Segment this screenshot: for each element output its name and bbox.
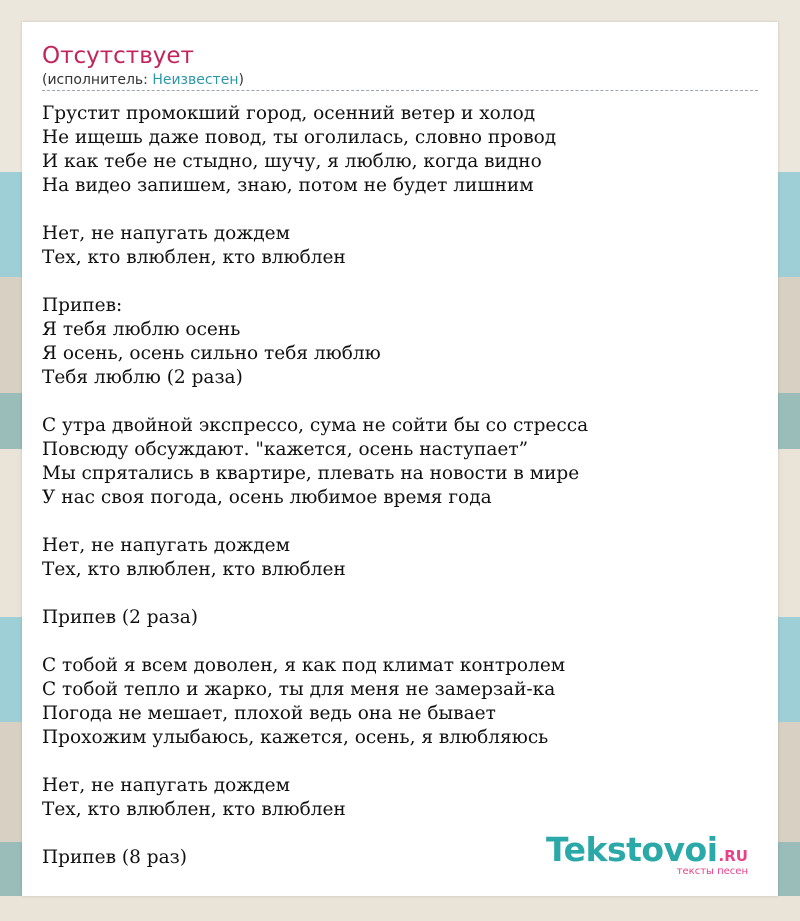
artist-prefix: (исполнитель: bbox=[42, 72, 153, 88]
lyric-line: Я осень, осень сильно тебя люблю bbox=[42, 343, 381, 364]
lyric-line: Тех, кто влюблен, кто влюблен bbox=[42, 559, 346, 580]
stanza-gap bbox=[42, 390, 758, 414]
lyric-line: Тебя люблю (2 раза) bbox=[42, 367, 243, 388]
site-logo[interactable] bbox=[546, 830, 748, 877]
lyric-line: Припев (8 раз) bbox=[42, 847, 187, 868]
lyric-line: Тех, кто влюблен, кто влюблен bbox=[42, 247, 346, 268]
lyric-line: Тех, кто влюблен, кто влюблен bbox=[42, 799, 346, 820]
lyric-line: Повсюду обсуждают. "кажется, осень наступает” bbox=[42, 439, 529, 460]
logo-tld: .RU bbox=[718, 847, 748, 865]
stanza-gap bbox=[42, 630, 758, 654]
lyrics-text bbox=[42, 102, 758, 870]
lyric-line: Не ищешь даже повод, ты оголилась, словно провод bbox=[42, 127, 557, 148]
lyric-line: Припев: bbox=[42, 295, 123, 316]
artist-suffix: ) bbox=[238, 72, 244, 88]
lyric-line: Мы спрятались в квартире, плевать на новости в мире bbox=[42, 463, 580, 484]
stanza-gap bbox=[42, 750, 758, 774]
stanza-gap bbox=[42, 510, 758, 534]
lyric-line: Прохожим улыбаюсь, кажется, осень, я влюбляюсь bbox=[42, 727, 549, 748]
lyric-line: И как тебе не стыдно, шучу, я люблю, когда видно bbox=[42, 151, 542, 172]
logo-brand: Tekstovoi bbox=[546, 830, 718, 869]
title-divider bbox=[42, 90, 758, 91]
stanza-gap bbox=[42, 198, 758, 222]
lyric-line: С утра двойной экспрессо, сума не сойти бы со стресса bbox=[42, 415, 589, 436]
lyric-line: Нет, не напугать дождем bbox=[42, 775, 290, 796]
lyric-line: Припев (2 раза) bbox=[42, 607, 198, 628]
lyric-line: Погода не мешает, плохой ведь она не бывает bbox=[42, 703, 496, 724]
lyric-line: Грустит промокший город, осенний ветер и холод bbox=[42, 103, 536, 124]
stanza-gap bbox=[42, 270, 758, 294]
lyric-line: У нас своя погода, осень любимое время года bbox=[42, 487, 492, 508]
artist-link[interactable]: Неизвестен bbox=[152, 72, 239, 88]
lyric-line: Нет, не напугать дождем bbox=[42, 223, 290, 244]
song-title: Отсутствует bbox=[42, 43, 194, 69]
lyrics-card bbox=[22, 22, 778, 896]
lyric-line: Нет, не напугать дождем bbox=[42, 535, 290, 556]
lyric-line: С тобой я всем доволен, я как под климат контролем bbox=[42, 655, 566, 676]
lyric-line: На видео запишем, знаю, потом не будет лишним bbox=[42, 175, 534, 196]
lyric-line: С тобой тепло и жарко, ты для меня не замерзай-ка bbox=[42, 679, 556, 700]
lyric-line: Я тебя люблю осень bbox=[42, 319, 241, 340]
artist-line bbox=[42, 71, 244, 89]
stanza-gap bbox=[42, 582, 758, 606]
logo-tagline: тексты песен bbox=[676, 866, 748, 877]
